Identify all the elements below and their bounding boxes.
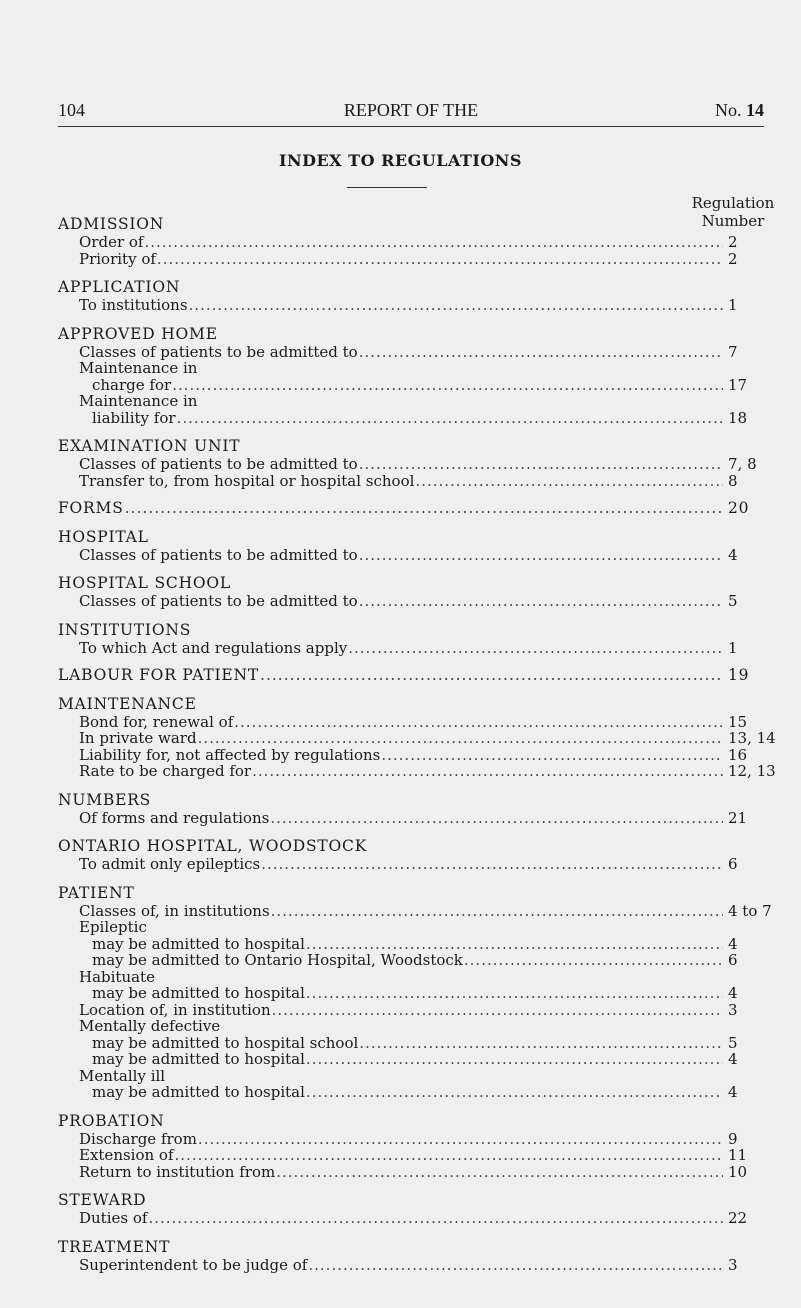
entry-subheading: Epileptic bbox=[79, 918, 147, 936]
dot-leader bbox=[359, 593, 723, 610]
regulation-number: 4 bbox=[728, 1083, 738, 1101]
index-entry bbox=[58, 410, 798, 427]
section-title: PATIENT bbox=[58, 883, 135, 902]
section-title: HOSPITAL SCHOOL bbox=[58, 574, 232, 592]
dot-leader bbox=[272, 1002, 723, 1019]
index-list bbox=[58, 215, 798, 1284]
index-entry bbox=[58, 1164, 798, 1181]
entry-label: Liability for, not affected by regulations bbox=[79, 745, 381, 764]
dot-leader bbox=[198, 730, 723, 747]
dot-leader bbox=[276, 1164, 723, 1181]
header-rule bbox=[58, 126, 764, 127]
dot-leader bbox=[148, 1210, 723, 1227]
regulation-number: 17 bbox=[728, 375, 748, 394]
section-heading bbox=[58, 667, 798, 684]
index-section bbox=[58, 1191, 798, 1227]
dot-leader bbox=[415, 473, 723, 490]
index-entry bbox=[58, 856, 798, 873]
dot-leader bbox=[189, 297, 723, 314]
index-entry bbox=[58, 730, 798, 747]
section-title: MAINTENANCE bbox=[58, 694, 197, 713]
entry-label: To which Act and regulations apply bbox=[79, 638, 348, 657]
entry-label: may be admitted to hospital bbox=[92, 934, 305, 953]
index-entry bbox=[58, 344, 798, 361]
index-entry bbox=[58, 456, 798, 473]
entry-label: may be admitted to Ontario Hospital, Woodstock bbox=[92, 951, 463, 969]
index-section bbox=[58, 528, 798, 564]
entry-label: charge for bbox=[92, 375, 172, 394]
regulation-number: 9 bbox=[728, 1129, 738, 1148]
index-entry bbox=[58, 1051, 798, 1068]
index-section bbox=[58, 325, 798, 427]
entry-label: Classes of patients to be admitted to bbox=[79, 342, 358, 361]
entry-label: Extension of bbox=[79, 1146, 174, 1164]
dot-leader bbox=[308, 1257, 723, 1274]
entry-label: Classes of patients to be admitted to bbox=[79, 455, 358, 473]
index-section bbox=[58, 791, 798, 827]
regulation-number: 6 bbox=[728, 951, 738, 969]
index-entry bbox=[58, 714, 798, 731]
regulation-number: 4 bbox=[728, 545, 738, 564]
index-entry bbox=[58, 1210, 798, 1227]
entry-label: Rate to be charged for bbox=[79, 762, 252, 780]
index-section bbox=[58, 621, 798, 657]
dot-leader bbox=[359, 1035, 723, 1052]
index-entry bbox=[58, 903, 798, 920]
entry-label: In private ward bbox=[79, 729, 197, 747]
regulation-number: 8 bbox=[728, 471, 738, 490]
regulation-number: 5 bbox=[728, 1033, 738, 1052]
dot-leader bbox=[260, 667, 723, 684]
regulation-number: 19 bbox=[728, 666, 750, 684]
regulation-number: 10 bbox=[728, 1162, 748, 1181]
regulation-number: 18 bbox=[728, 408, 748, 427]
section-heading bbox=[58, 500, 798, 517]
section-title: FORMS bbox=[58, 499, 124, 517]
entry-label: To admit only epileptics bbox=[79, 855, 261, 873]
report-number bbox=[715, 100, 764, 121]
regulation-number: 22 bbox=[728, 1209, 748, 1227]
column-heading-line-2: Number bbox=[701, 212, 765, 230]
index-entry bbox=[58, 593, 798, 610]
regulation-number: 7 bbox=[728, 342, 738, 361]
dot-leader bbox=[157, 251, 723, 268]
dot-leader bbox=[125, 500, 723, 517]
dot-leader bbox=[348, 640, 723, 657]
index-entry bbox=[58, 297, 798, 314]
regulation-number: 3 bbox=[728, 1255, 738, 1274]
regulation-number: 12, 13 bbox=[728, 762, 776, 780]
entry-label: Transfer to, from hospital or hospital school bbox=[79, 471, 415, 490]
dot-leader bbox=[359, 547, 723, 564]
index-entry bbox=[58, 952, 798, 969]
dot-leader bbox=[359, 344, 723, 361]
entry-label: Classes of patients to be admitted to bbox=[79, 545, 358, 564]
entry-label: Duties of bbox=[79, 1209, 148, 1227]
regulation-number: 13, 14 bbox=[728, 729, 776, 747]
dot-leader bbox=[198, 1131, 723, 1148]
index-entry bbox=[58, 1147, 798, 1164]
report-number-value: 14 bbox=[746, 100, 764, 120]
entry-label: Return to institution from bbox=[79, 1162, 276, 1181]
index-entry bbox=[58, 473, 798, 490]
index-entry bbox=[58, 547, 798, 564]
dot-leader bbox=[381, 747, 723, 764]
dot-leader bbox=[464, 952, 723, 969]
dot-leader bbox=[172, 377, 723, 394]
index-section bbox=[58, 667, 798, 684]
entry-label: may be admitted to hospital bbox=[92, 1050, 305, 1068]
index-entry bbox=[58, 1131, 798, 1148]
regulation-number: 6 bbox=[728, 855, 738, 873]
title-rule bbox=[347, 187, 427, 188]
regulation-number: 1 bbox=[728, 296, 738, 314]
section-title: NUMBERS bbox=[58, 790, 152, 809]
entry-label: Classes of, in institutions bbox=[79, 901, 270, 920]
index-entry bbox=[58, 234, 798, 251]
index-section bbox=[58, 500, 798, 517]
dot-leader bbox=[177, 410, 723, 427]
report-number-label: No. bbox=[715, 100, 742, 120]
entry-label: Bond for, renewal of bbox=[79, 712, 234, 731]
entry-label: Order of bbox=[79, 233, 144, 251]
entry-label: liability for bbox=[92, 408, 176, 427]
index-entry bbox=[58, 985, 798, 1002]
entry-label: Of forms and regulations bbox=[79, 808, 270, 827]
index-entry bbox=[58, 763, 798, 780]
regulation-number: 20 bbox=[728, 499, 750, 517]
page-number: 104 bbox=[58, 100, 85, 120]
index-entry bbox=[58, 640, 798, 657]
regulation-number: 2 bbox=[728, 233, 738, 251]
entry-label: may be admitted to hospital bbox=[92, 1083, 305, 1101]
regulation-number: 7, 8 bbox=[728, 455, 757, 473]
entry-label: may be admitted to hospital school bbox=[92, 1033, 359, 1052]
section-title: STEWARD bbox=[58, 1191, 147, 1209]
column-heading-line-1: Regulation bbox=[691, 194, 775, 212]
index-section bbox=[58, 215, 798, 267]
regulation-number: 1 bbox=[728, 638, 738, 657]
section-title: APPROVED HOME bbox=[58, 324, 218, 343]
index-section bbox=[58, 837, 798, 873]
dot-leader bbox=[359, 456, 723, 473]
entry-label: Priority of bbox=[79, 249, 156, 268]
dot-leader bbox=[270, 810, 723, 827]
entry-subheading: Mentally ill bbox=[79, 1066, 166, 1085]
dot-leader bbox=[306, 1084, 723, 1101]
index-entry bbox=[58, 377, 798, 394]
regulation-number: 2 bbox=[728, 249, 738, 268]
dot-leader bbox=[306, 985, 723, 1002]
entry-subheading: Habituate bbox=[79, 967, 155, 986]
index-entry bbox=[58, 251, 798, 268]
regulation-number: 15 bbox=[728, 712, 748, 731]
section-title: TREATMENT bbox=[58, 1237, 171, 1256]
section-title: LABOUR FOR PATIENT bbox=[58, 666, 260, 684]
index-section bbox=[58, 1112, 798, 1181]
regulation-number: 5 bbox=[728, 592, 738, 610]
index-section bbox=[58, 574, 798, 610]
index-section bbox=[58, 278, 798, 314]
dot-leader bbox=[261, 856, 723, 873]
regulation-number: 11 bbox=[728, 1146, 748, 1164]
index-section bbox=[58, 884, 798, 1101]
page-title: INDEX TO REGULATIONS bbox=[279, 151, 522, 170]
index-entry bbox=[58, 747, 798, 764]
regulation-number: 4 bbox=[728, 984, 738, 1002]
regulation-number: 16 bbox=[728, 745, 748, 764]
section-title: HOSPITAL bbox=[58, 527, 149, 546]
section-title: ONTARIO HOSPITAL, WOODSTOCK bbox=[58, 837, 368, 855]
entry-subheading: Maintenance in bbox=[79, 392, 198, 410]
running-title: REPORT OF THE bbox=[343, 100, 479, 120]
index-entry bbox=[58, 1257, 798, 1274]
section-title: ADMISSION bbox=[58, 215, 165, 233]
regulation-number: 21 bbox=[728, 808, 748, 827]
index-entry bbox=[58, 1035, 798, 1052]
dot-leader bbox=[271, 903, 723, 920]
entry-label: Discharge from bbox=[79, 1129, 197, 1148]
dot-leader bbox=[306, 1051, 723, 1068]
entry-label: may be admitted to hospital bbox=[92, 984, 305, 1002]
entry-label: To institutions bbox=[79, 296, 188, 314]
index-entry bbox=[58, 1002, 798, 1019]
regulation-number: 3 bbox=[728, 1000, 738, 1019]
dot-leader bbox=[175, 1147, 723, 1164]
dot-leader bbox=[234, 714, 723, 731]
section-title: EXAMINATION UNIT bbox=[58, 437, 241, 455]
index-entry bbox=[58, 810, 798, 827]
section-title: APPLICATION bbox=[58, 278, 181, 296]
entry-label: Superintendent to be judge of bbox=[79, 1255, 308, 1274]
index-entry bbox=[58, 936, 798, 953]
dot-leader bbox=[252, 763, 723, 780]
regulation-number: 4 bbox=[728, 934, 738, 953]
section-title: INSTITUTIONS bbox=[58, 620, 192, 639]
index-section bbox=[58, 437, 798, 489]
regulation-number: 4 bbox=[728, 1050, 738, 1068]
dot-leader bbox=[306, 936, 723, 953]
index-section bbox=[58, 695, 798, 780]
entry-label: Classes of patients to be admitted to bbox=[79, 592, 358, 610]
entry-subheading: Mentally defective bbox=[79, 1017, 221, 1035]
entry-subheading: Maintenance in bbox=[79, 359, 198, 377]
regulation-number: 4 to 7 bbox=[728, 901, 772, 920]
entry-label: Location of, in institution bbox=[79, 1000, 271, 1019]
index-section bbox=[58, 1238, 798, 1274]
index-entry bbox=[58, 1084, 798, 1101]
dot-leader bbox=[144, 234, 723, 251]
section-title: PROBATION bbox=[58, 1111, 165, 1130]
